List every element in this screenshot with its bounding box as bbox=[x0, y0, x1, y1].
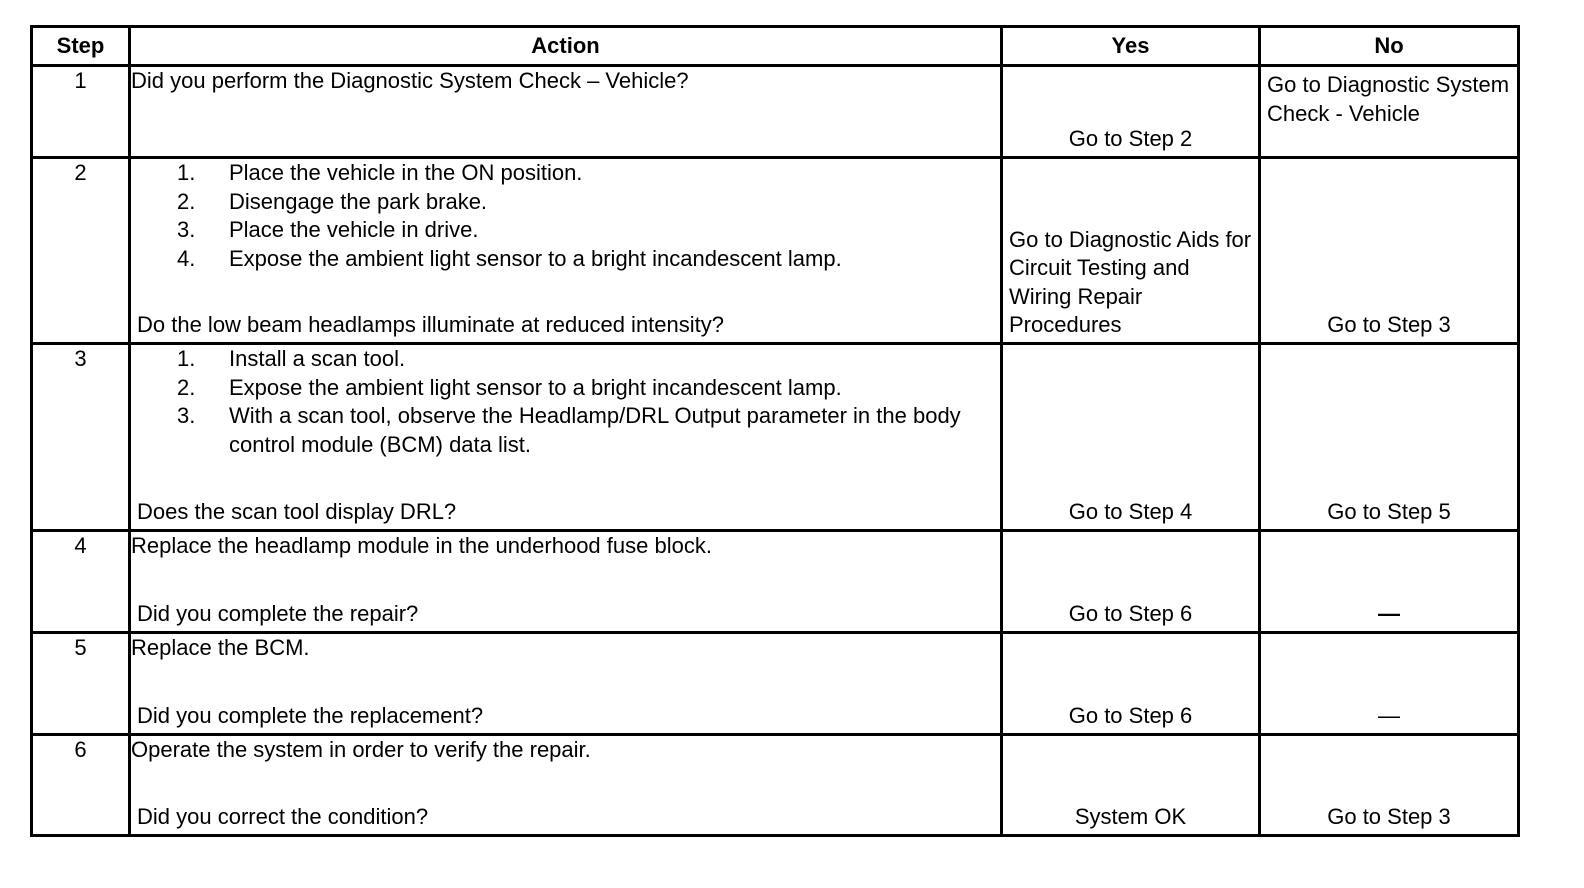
list-item-number: 1. bbox=[177, 160, 196, 185]
question-text: Did you complete the replacement? bbox=[137, 703, 484, 729]
instruction-list bbox=[131, 159, 1000, 273]
list-item bbox=[131, 245, 1000, 274]
list-item bbox=[131, 188, 1000, 217]
step-number: 6 bbox=[32, 735, 130, 836]
no-cell bbox=[1260, 531, 1519, 633]
no-cell bbox=[1260, 735, 1519, 836]
list-item bbox=[131, 159, 1000, 188]
action-cell bbox=[130, 344, 1002, 531]
list-item-number: 4. bbox=[177, 245, 196, 271]
list-item bbox=[131, 402, 1000, 459]
no-cell bbox=[1260, 158, 1519, 344]
action-cell bbox=[130, 158, 1002, 344]
header-yes: Yes bbox=[1002, 27, 1260, 66]
list-item bbox=[131, 216, 1000, 245]
no-result: Go to Diagnostic System Check - Vehicle bbox=[1267, 72, 1510, 126]
list-item-text: Expose the ambient light sensor to a bright incandescent lamp. bbox=[229, 245, 842, 271]
table-row bbox=[32, 633, 1519, 735]
table-header-row bbox=[32, 27, 1519, 66]
no-cell bbox=[1260, 633, 1519, 735]
yes-result: System OK bbox=[1074, 804, 1187, 830]
yes-cell bbox=[1002, 158, 1260, 344]
step-number: 5 bbox=[32, 633, 130, 735]
list-item-text: Expose the ambient light sensor to a bright incandescent lamp. bbox=[229, 374, 842, 400]
table-row bbox=[32, 158, 1519, 344]
question-text: Does the scan tool display DRL? bbox=[137, 499, 457, 525]
header-action: Action bbox=[130, 27, 1002, 66]
step-number: 2 bbox=[32, 158, 130, 344]
no-cell bbox=[1260, 344, 1519, 531]
no-result: Go to Step 5 bbox=[1327, 499, 1451, 525]
action-cell bbox=[130, 633, 1002, 735]
question-text: Do the low beam headlamps illuminate at reduced intensity? bbox=[137, 312, 724, 338]
instruction-text: Replace the headlamp module in the underhood fuse block. bbox=[131, 533, 712, 558]
yes-result: Go to Diagnostic Aids for Circuit Testing and Wiring Repair Procedures bbox=[1009, 226, 1252, 338]
yes-cell bbox=[1002, 344, 1260, 531]
list-item bbox=[131, 345, 1000, 374]
step-number: 4 bbox=[32, 531, 130, 633]
list-item bbox=[131, 374, 1000, 403]
yes-result: Go to Step 4 bbox=[1068, 499, 1193, 525]
step-number: 3 bbox=[32, 344, 130, 531]
table-row bbox=[32, 66, 1519, 158]
list-item-number: 3. bbox=[177, 403, 196, 429]
list-item-text: Install a scan tool. bbox=[229, 346, 406, 371]
yes-cell bbox=[1002, 66, 1260, 158]
list-item-number: 2. bbox=[177, 374, 196, 400]
table-row bbox=[32, 531, 1519, 633]
action-cell bbox=[130, 531, 1002, 633]
no-cell bbox=[1260, 66, 1519, 158]
yes-cell bbox=[1002, 531, 1260, 633]
action-text: Did you perform the Diagnostic System Check – Vehicle? bbox=[131, 68, 689, 93]
diagnostic-table bbox=[30, 25, 1520, 837]
list-item-text: Place the vehicle in the ON position. bbox=[229, 160, 583, 185]
no-result: — bbox=[1378, 703, 1400, 729]
step-number: 1 bbox=[32, 66, 130, 158]
action-cell bbox=[130, 735, 1002, 836]
table-row bbox=[32, 344, 1519, 531]
list-item-number: 3. bbox=[177, 217, 196, 243]
list-item-text: With a scan tool, observe the Headlamp/DRL Output parameter in the body control module (BCM) data list. bbox=[229, 403, 961, 457]
question-text: Did you correct the condition? bbox=[137, 804, 429, 830]
header-step: Step bbox=[32, 27, 130, 66]
no-result: — bbox=[1378, 601, 1400, 627]
instruction-text: Operate the system in order to verify the repair. bbox=[131, 737, 591, 762]
list-item-number: 1. bbox=[177, 346, 196, 371]
no-result: Go to Step 3 bbox=[1327, 804, 1451, 830]
yes-cell bbox=[1002, 633, 1260, 735]
table-row bbox=[32, 735, 1519, 836]
list-item-text: Disengage the park brake. bbox=[229, 188, 488, 214]
list-item-text: Place the vehicle in drive. bbox=[229, 217, 479, 243]
list-item-number: 2. bbox=[177, 188, 196, 214]
no-result: Go to Step 3 bbox=[1327, 312, 1451, 338]
question-text: Did you complete the repair? bbox=[137, 601, 419, 627]
header-no: No bbox=[1260, 27, 1519, 66]
yes-result: Go to Step 6 bbox=[1068, 703, 1193, 729]
yes-result: Go to Step 6 bbox=[1068, 601, 1193, 627]
action-cell bbox=[130, 66, 1002, 158]
yes-result: Go to Step 2 bbox=[1068, 126, 1193, 152]
yes-cell bbox=[1002, 735, 1260, 836]
instruction-list bbox=[131, 345, 1000, 459]
instruction-text: Replace the BCM. bbox=[131, 635, 310, 660]
